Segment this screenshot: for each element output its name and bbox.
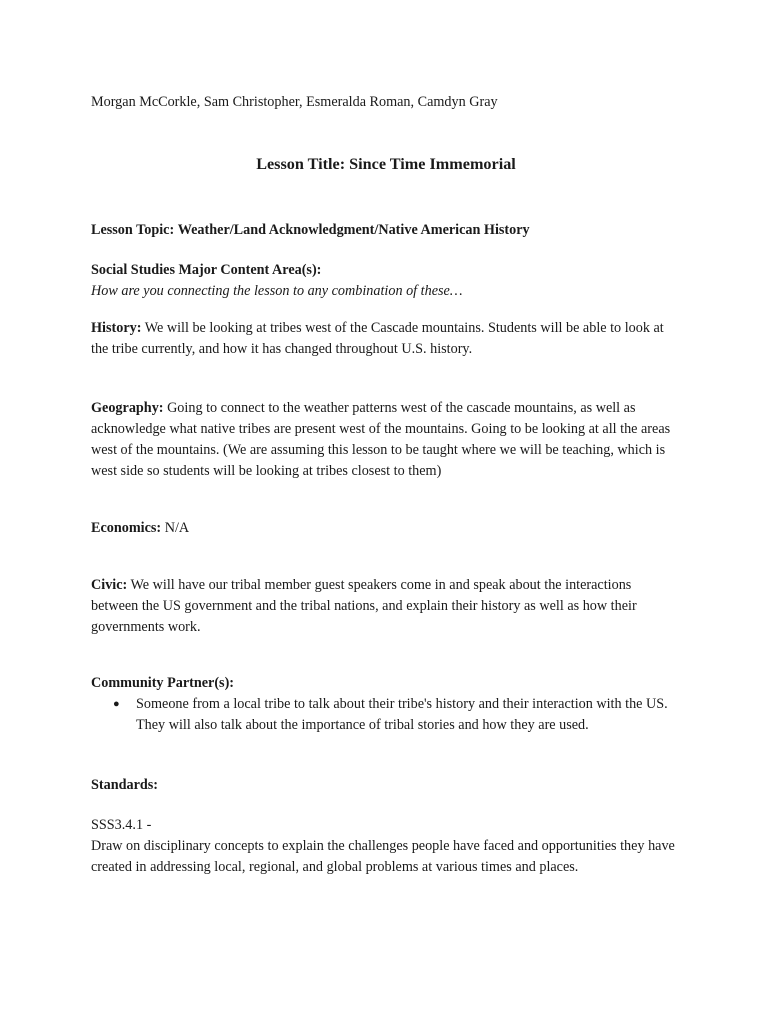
history-label: History:	[91, 320, 142, 336]
standard-text: Draw on disciplinary concepts to explain the challenges people have faced and opportunities they have created in addressing local, regional, and global problems at various times and places.	[91, 838, 675, 875]
geography-label: Geography:	[91, 400, 164, 416]
content-area-heading: Social Studies Major Content Area(s):	[91, 262, 322, 278]
civic-label: Civic:	[91, 577, 128, 593]
economics-label: Economics:	[91, 520, 162, 536]
standards-section	[91, 815, 676, 878]
community-partners-section	[91, 673, 676, 736]
community-partners-heading: Community Partner(s):	[91, 675, 235, 691]
authors-line: Morgan McCorkle, Sam Christopher, Esmeralda Roman, Camdyn Gray	[91, 94, 498, 110]
content-area-prompt: How are you connecting the lesson to any combination of these…	[91, 283, 463, 299]
community-partner-text: Someone from a local tribe to talk about their tribe's history and their interaction with the US. They will also talk about the importance of tribal stories and how they are used.	[136, 696, 668, 733]
economics-text: N/A	[164, 520, 190, 536]
history-section	[91, 318, 676, 360]
lesson-title: Lesson Title: Since Time Immemorial	[256, 155, 516, 173]
standard-code: SSS3.4.1 -	[91, 817, 152, 833]
standards-heading: Standards:	[91, 777, 159, 793]
content-area-section	[91, 260, 676, 302]
geography-section	[91, 398, 676, 482]
lesson-topic	[91, 220, 676, 241]
bullet-icon: ●	[113, 698, 120, 710]
geography-text: Going to connect to the weather patterns west of the cascade mountains, as well as acknowledge what native tribes are present west of the mountains. Going to be looking at all the areas west of the mountains. (We are assuming this lesson to be taught where we will be teaching, which is west side so students will be looking at tribes closest to them)	[91, 400, 671, 479]
civic-text: We will have our tribal member guest speakers come in and speak about the interactions between the US government and the tribal nations, and explain their history as well as how their governments work.	[91, 577, 637, 635]
economics-section	[91, 518, 676, 539]
lesson-topic-value: Weather/Land Acknowledgment/Native American History	[177, 222, 530, 238]
civic-section	[91, 575, 676, 638]
history-text: We will be looking at tribes west of the Cascade mountains. Students will be able to look at the tribe currently, and how it has changed throughout U.S. history.	[91, 320, 664, 357]
list-item	[91, 694, 676, 736]
lesson-topic-label: Lesson Topic:	[91, 222, 175, 238]
